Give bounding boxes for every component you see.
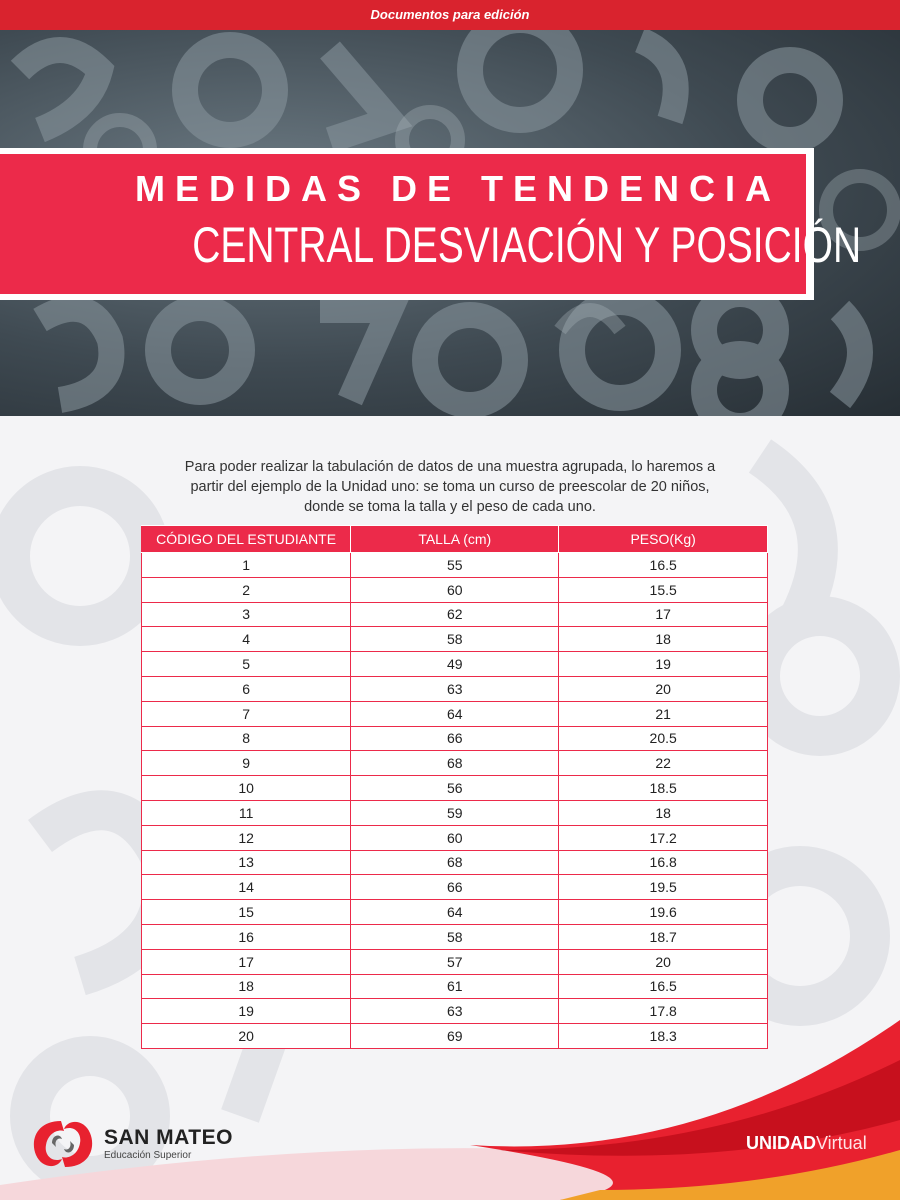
title-line-1: MEDIDAS DE TENDENCIA xyxy=(134,168,782,209)
hero-banner-image xyxy=(0,30,900,416)
cell-student-code: 16 xyxy=(142,924,351,949)
cell-height: 69 xyxy=(351,1024,559,1049)
cell-student-code: 4 xyxy=(142,627,351,652)
cell-weight: 17 xyxy=(559,602,768,627)
table-row xyxy=(142,627,768,652)
cell-height: 60 xyxy=(351,577,559,602)
intro-paragraph: Para poder realizar la tabulación de datos de una muestra agrupada, lo haremos a partir del ejemplo de la Unidad uno: se toma un curso de preescolar de 20 niños, donde se toma la talla y el peso de cada uno. xyxy=(184,458,716,515)
table-row xyxy=(142,602,768,627)
cell-weight: 22 xyxy=(559,751,768,776)
virtual-label: Virtual xyxy=(816,1133,867,1153)
table-row xyxy=(142,974,768,999)
cell-height: 68 xyxy=(351,850,559,875)
cell-student-code: 3 xyxy=(142,602,351,627)
cell-weight: 20 xyxy=(559,949,768,974)
cell-student-code: 7 xyxy=(142,701,351,726)
cell-height: 56 xyxy=(351,776,559,801)
cell-height: 66 xyxy=(351,875,559,900)
top-bar-label: Documentos para edición xyxy=(370,7,530,22)
table-row xyxy=(142,652,768,677)
cell-weight: 15.5 xyxy=(559,577,768,602)
table-row xyxy=(142,776,768,801)
cell-student-code: 13 xyxy=(142,850,351,875)
cell-height: 55 xyxy=(351,553,559,578)
san-mateo-logo-icon xyxy=(28,1113,98,1175)
cell-student-code: 14 xyxy=(142,875,351,900)
cell-student-code: 11 xyxy=(142,800,351,825)
title-banner xyxy=(0,148,862,300)
cell-weight: 18 xyxy=(559,627,768,652)
cell-weight: 17.2 xyxy=(559,825,768,850)
cell-height: 60 xyxy=(351,825,559,850)
header-student-code: CÓDIGO DEL ESTUDIANTE xyxy=(142,526,351,553)
table-row xyxy=(142,751,768,776)
cell-student-code: 9 xyxy=(142,751,351,776)
unidad-virtual-label xyxy=(746,1133,867,1154)
cell-student-code: 12 xyxy=(142,825,351,850)
cell-weight: 19 xyxy=(559,652,768,677)
cell-student-code: 10 xyxy=(142,776,351,801)
cell-height: 64 xyxy=(351,701,559,726)
cell-weight: 20.5 xyxy=(559,726,768,751)
cell-height: 63 xyxy=(351,999,559,1024)
cell-height: 63 xyxy=(351,676,559,701)
cell-weight: 18.3 xyxy=(559,1024,768,1049)
cell-height: 57 xyxy=(351,949,559,974)
table-row xyxy=(142,553,768,578)
cell-weight: 17.8 xyxy=(559,999,768,1024)
table-row xyxy=(142,701,768,726)
cell-student-code: 8 xyxy=(142,726,351,751)
cell-height: 64 xyxy=(351,900,559,925)
cell-student-code: 6 xyxy=(142,676,351,701)
table-row xyxy=(142,850,768,875)
table-row xyxy=(142,726,768,751)
cell-student-code: 15 xyxy=(142,900,351,925)
cell-student-code: 20 xyxy=(142,1024,351,1049)
cell-height: 58 xyxy=(351,627,559,652)
cell-height: 58 xyxy=(351,924,559,949)
footer-wave-graphic xyxy=(0,1000,900,1200)
table-row xyxy=(142,800,768,825)
top-bar xyxy=(0,0,900,30)
cell-height: 66 xyxy=(351,726,559,751)
student-data-table xyxy=(141,525,768,1049)
cell-student-code: 18 xyxy=(142,974,351,999)
cell-weight: 16.5 xyxy=(559,553,768,578)
brand-subtitle: Educación Superior xyxy=(104,1150,192,1161)
cell-weight: 16.8 xyxy=(559,850,768,875)
table-row xyxy=(142,875,768,900)
cell-weight: 18.7 xyxy=(559,924,768,949)
cell-height: 68 xyxy=(351,751,559,776)
table-row xyxy=(142,825,768,850)
cell-student-code: 1 xyxy=(142,553,351,578)
cell-weight: 21 xyxy=(559,701,768,726)
cell-weight: 18.5 xyxy=(559,776,768,801)
cell-student-code: 5 xyxy=(142,652,351,677)
cell-weight: 18 xyxy=(559,800,768,825)
cell-height: 59 xyxy=(351,800,559,825)
title-banner-fill xyxy=(0,154,862,294)
table-row xyxy=(142,577,768,602)
cell-student-code: 2 xyxy=(142,577,351,602)
brand-name: SAN MATEO xyxy=(104,1126,233,1149)
cell-student-code: 19 xyxy=(142,999,351,1024)
cell-weight: 19.5 xyxy=(559,875,768,900)
header-height: TALLA (cm) xyxy=(351,526,559,553)
table-row xyxy=(142,676,768,701)
cell-weight: 20 xyxy=(559,676,768,701)
title-line-2: CENTRAL DESVIACIÓN Y POSICIÓN xyxy=(192,217,862,273)
table-header-row xyxy=(142,526,768,553)
table-row xyxy=(142,949,768,974)
cell-student-code: 17 xyxy=(142,949,351,974)
cell-weight: 19.6 xyxy=(559,900,768,925)
table-row xyxy=(142,900,768,925)
cell-height: 61 xyxy=(351,974,559,999)
table-row xyxy=(142,924,768,949)
unidad-label: UNIDAD xyxy=(746,1133,816,1153)
cell-height: 62 xyxy=(351,602,559,627)
cell-weight: 16.5 xyxy=(559,974,768,999)
cell-height: 49 xyxy=(351,652,559,677)
header-weight: PESO(Kg) xyxy=(559,526,768,553)
